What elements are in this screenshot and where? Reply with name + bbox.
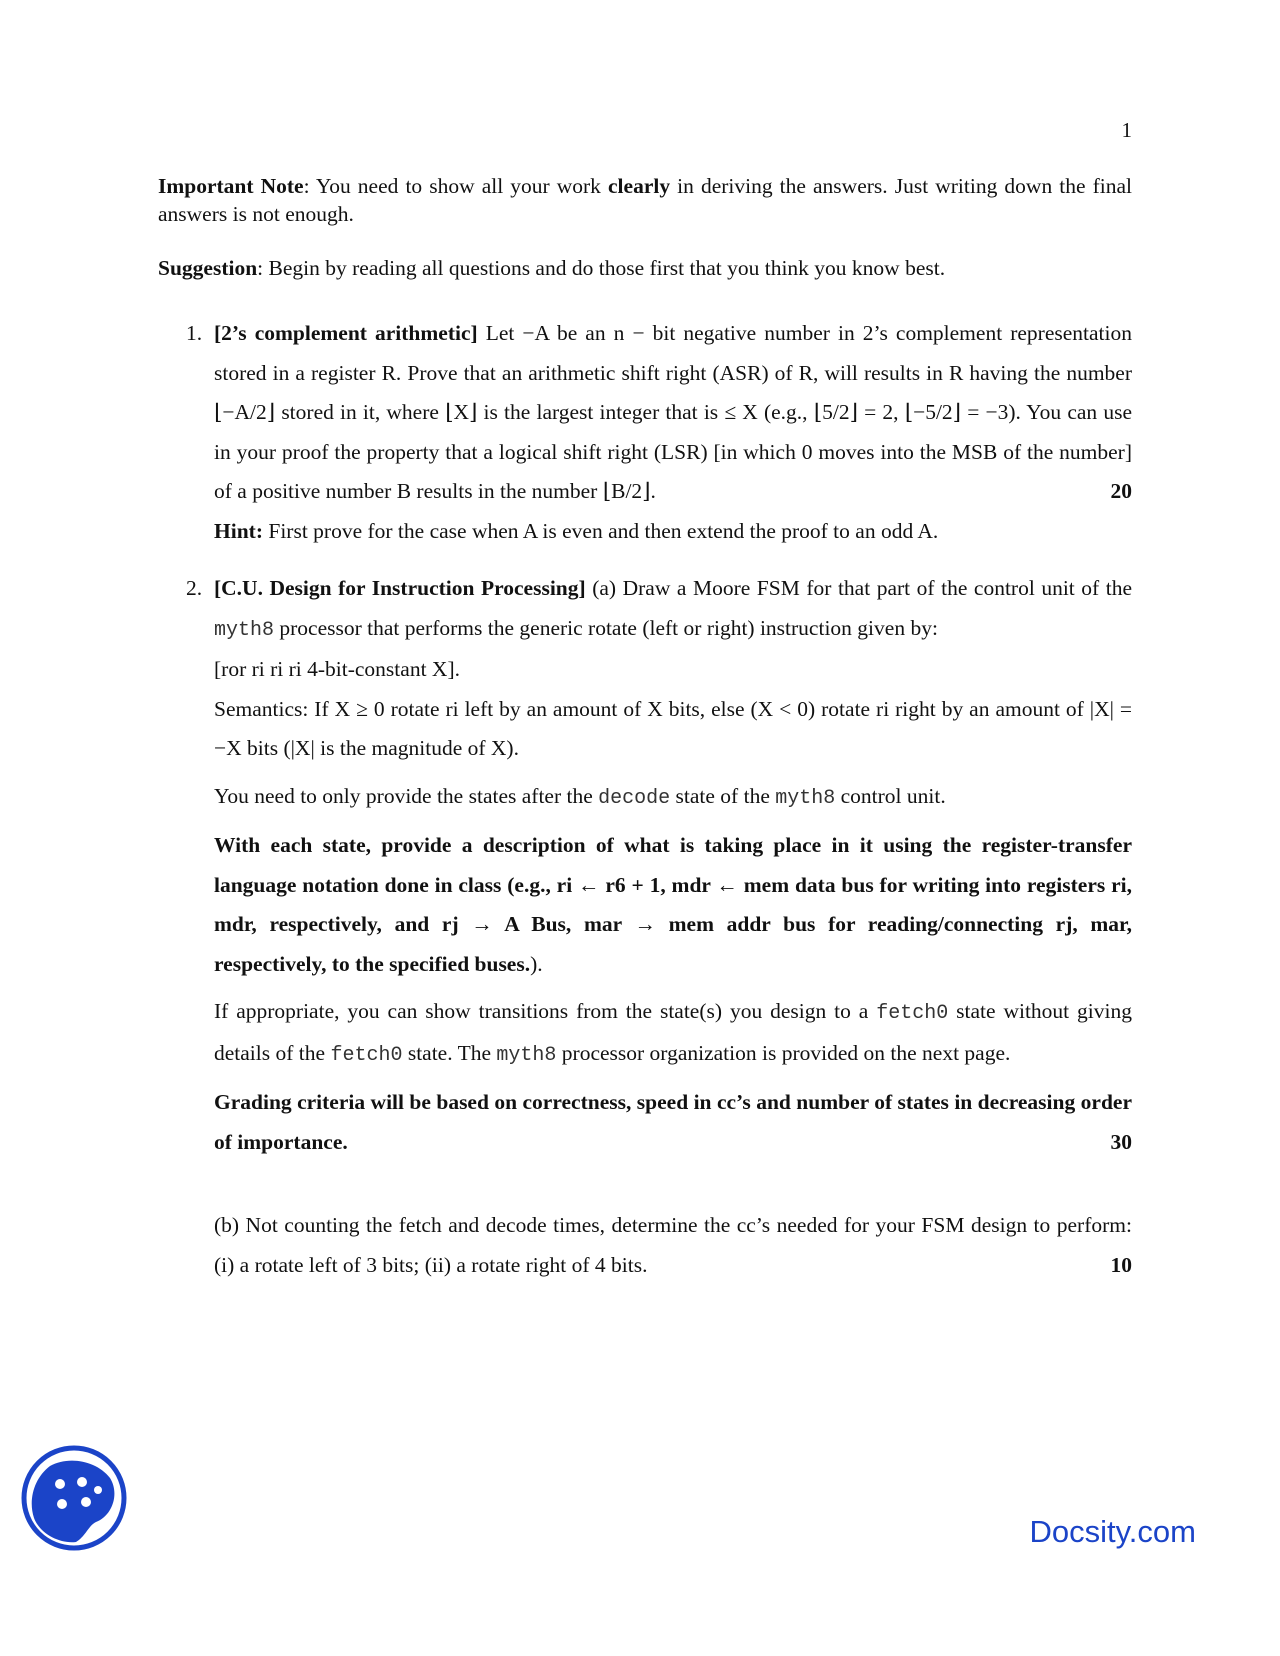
decode-paragraph [214, 777, 1132, 819]
fetch-text-1: If appropriate, you can show transitions from the state(s) you design to a [214, 999, 877, 1023]
question-2-title: [C.U. Design for Instruction Processing] [214, 576, 586, 600]
question-1-text [214, 314, 1132, 512]
note-text-1: : You need to show all your work [303, 174, 609, 198]
instruction-format: [ror ri ri ri 4-bit-constant X]. [214, 657, 460, 681]
fetch-paragraph [214, 992, 1132, 1075]
document-body [158, 172, 1132, 1285]
question-2-intro [214, 569, 1132, 650]
question-2-part-b [214, 1206, 1132, 1285]
question-1-hint [214, 512, 1132, 552]
question-1-score: 20 [1110, 479, 1132, 503]
suggestion [158, 254, 1132, 282]
hint-text: First prove for the case when A is even and then extend the proof to an odd A. [262, 518, 939, 543]
question-1-title: [2’s complement arithmetic] [214, 321, 478, 345]
part-b-text: (b) Not counting the fetch and decode times, determine the cc’s needed for your FSM design to perform: (i) a rotate left of 3 bits; (ii) a rotate right of 4 bits. [214, 1213, 1132, 1277]
grading-paragraph [214, 1083, 1132, 1162]
question-1-number: 1. [186, 321, 203, 345]
code-myth8: myth8 [214, 618, 275, 642]
question-2 [158, 569, 1132, 1285]
rtl-paragraph [214, 826, 1132, 984]
question-2a-score: 30 [1110, 1129, 1132, 1154]
code-fetch0: fetch0 [876, 1002, 949, 1025]
hint-label: Hint: [214, 518, 263, 543]
suggestion-label: Suggestion [158, 256, 258, 280]
note-text-2: in deriving the answers. Just writing down the final answers is not enough. [158, 174, 1132, 226]
fetch-text-4: processor organization is provided on the next page. [556, 1040, 1011, 1065]
page-number: 1 [1121, 118, 1132, 142]
question-1-body: Let −A be an n − bit negative number in 2’s complement representation stored in a register R. Prove that an arithmetic shift right (ASR) of R, will results in R having the number ⌊−A/2⌋ stored in it, where ⌊X⌋ is the largest integer that is ≤ X (e.g., ⌊5/2⌋ = 2, ⌊−5/2⌋ = −3). You can use in your proof the property that a logical shift right (LSR) [in which 0 moves into the MSB of the number] of a positive number B results in the number ⌊B/2⌋. [214, 321, 1132, 503]
code-myth8: myth8 [775, 786, 836, 810]
question-2-text-2: processor that performs the generic rotate (left or right) instruction given by: [274, 615, 938, 640]
question-2-number: 2. [186, 576, 203, 600]
decode-text-2: state of the [670, 783, 776, 808]
rtl-instructions: With each state, provide a description of what is taking place in it using the register-transfer language notation done in class (e.g., ri ← r6 + 1, mdr ← mem data bus for writing into registers ri, mdr, respectively, and rj → A Bus, mar → mem addr bus for reading/connecting rj, mar, respectively, to the specified buses. [214, 833, 1132, 976]
code-decode: decode [598, 786, 671, 810]
question-1 [158, 314, 1132, 551]
suggestion-text: : Begin by reading all questions and do those first that you think you know best. [257, 256, 946, 280]
semantics: Semantics: If X ≥ 0 rotate ri left by an amount of X bits, else (X < 0) rotate ri right by an amount of |X| = −X bits (|X| is the magnitude of X). [214, 696, 1132, 760]
docsity-brand-link[interactable]: Docsity.com [1029, 1514, 1196, 1549]
code-fetch0: fetch0 [330, 1043, 403, 1067]
fetch-text-2: state without giving details of the [214, 999, 1132, 1065]
grading-criteria: Grading criteria will be based on correctness, speed in cc’s and number of states in decreasing order of importance. [214, 1090, 1132, 1154]
fetch-text-3: state. The [402, 1040, 497, 1065]
docsity-logo-icon [20, 1444, 128, 1552]
question-2b-score: 10 [1110, 1252, 1132, 1277]
decode-text-1: You need to only provide the states after the [214, 783, 599, 808]
decode-text-3: control unit. [835, 783, 946, 808]
note-emphasis: clearly [608, 174, 671, 198]
question-2-text-1: (a) Draw a Moore FSM for that part of the control unit of the [585, 576, 1132, 600]
important-note [158, 172, 1132, 228]
code-myth8: myth8 [496, 1043, 557, 1067]
note-label: Important Note [158, 174, 304, 198]
rtl-tail: ). [530, 951, 543, 976]
